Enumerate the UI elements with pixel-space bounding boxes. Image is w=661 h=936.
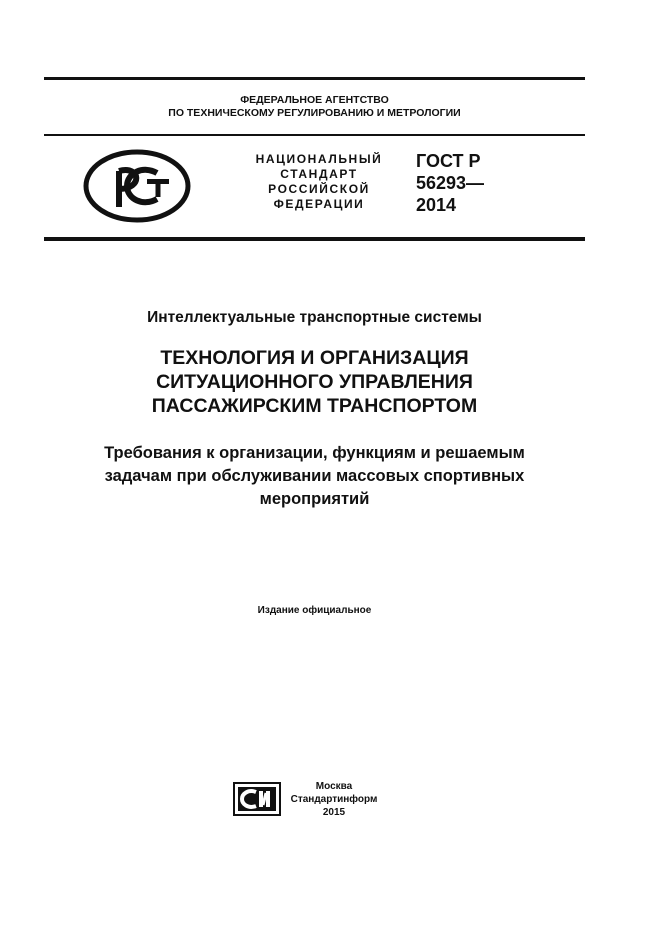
- main-title-line-2: СИТУАЦИОННОГО УПРАВЛЕНИЯ: [156, 371, 473, 393]
- top-rule: [44, 77, 585, 80]
- national-standard-label: [245, 152, 393, 212]
- designation-line-1: ГОСТ Р: [416, 151, 481, 171]
- natstd-line-3: РОССИЙСКОЙ: [268, 182, 370, 196]
- series-title: Интеллектуальные транспортные системы: [147, 309, 482, 326]
- edition-label: Издание официальное: [257, 605, 372, 616]
- publisher-name: Стандартинформ: [290, 794, 378, 805]
- main-title: [44, 346, 585, 418]
- natstd-line-1: НАЦИОНАЛЬНЫЙ: [255, 152, 383, 166]
- subtitle-line-1: Требования к организации, функциям и решаемым: [104, 444, 525, 462]
- natstd-line-2: СТАНДАРТ: [280, 167, 358, 181]
- publisher-logo: [232, 781, 282, 817]
- subtitle-line-3: мероприятий: [259, 490, 370, 508]
- agency-separator-rule: [44, 134, 585, 136]
- rst-emblem-icon: [83, 149, 191, 223]
- gost-r-logo: [83, 149, 191, 223]
- agency-line-2: ПО ТЕХНИЧЕСКОМУ РЕГУЛИРОВАНИЮ И МЕТРОЛОГИИ: [168, 107, 461, 119]
- agency-name: [44, 94, 585, 120]
- main-title-line-1: ТЕХНОЛОГИЯ И ОРГАНИЗАЦИЯ: [160, 347, 469, 369]
- publisher-info: [282, 780, 386, 819]
- standartinform-logo-icon: [232, 781, 282, 817]
- natstd-line-4: ФЕДЕРАЦИИ: [273, 197, 365, 211]
- designation-line-3: 2014: [416, 195, 457, 215]
- subtitle: [44, 442, 585, 511]
- agency-line-1: ФЕДЕРАЛЬНОЕ АГЕНТСТВО: [240, 94, 389, 106]
- publisher-year: 2015: [322, 807, 346, 818]
- subtitle-line-2: задачам при обслуживании массовых спортивных: [104, 467, 525, 485]
- main-title-line-3: ПАССАЖИРСКИМ ТРАНСПОРТОМ: [151, 395, 478, 417]
- designation-line-2: 56293—: [416, 173, 485, 193]
- standard-designation: [416, 150, 566, 216]
- publisher-city: Москва: [315, 781, 353, 792]
- header-bottom-rule: [44, 237, 585, 241]
